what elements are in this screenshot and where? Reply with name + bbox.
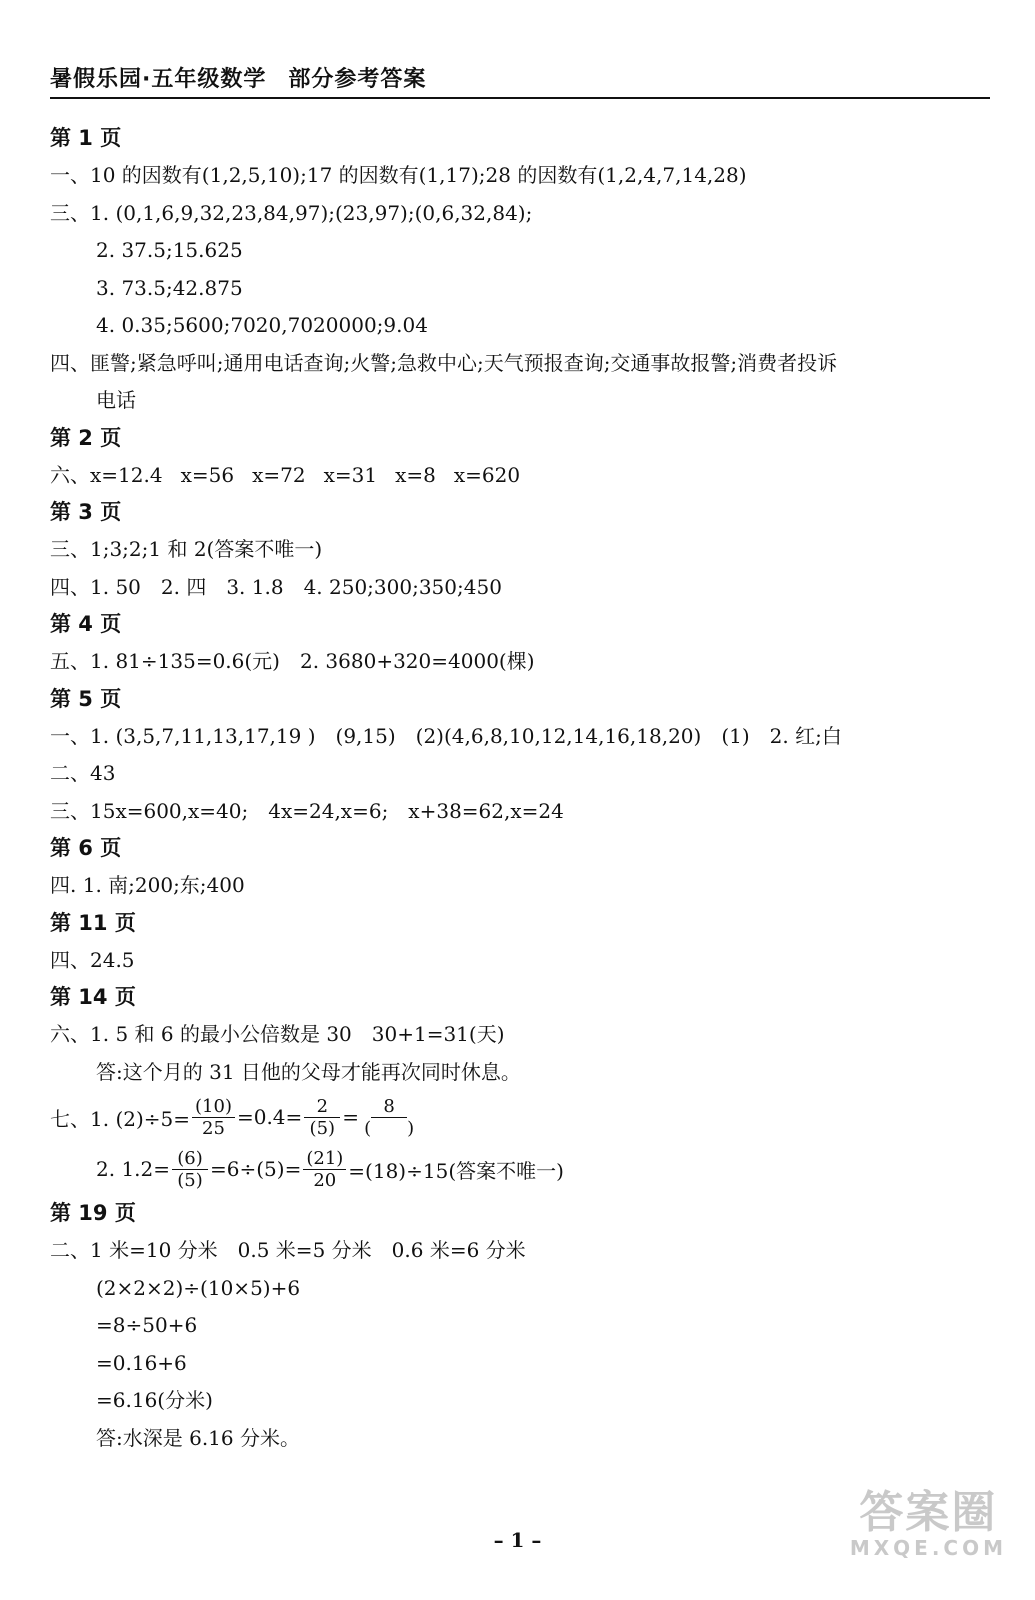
fraction-numerator: (21) <box>303 1148 346 1170</box>
watermark-logo-text: 答案圈 <box>859 1487 998 1538</box>
fraction-suffix: =(18)÷15(答案不唯一) <box>348 1158 564 1183</box>
p1-answer-line: 4. 0.35;5600;7020,7020000;9.04 <box>96 313 428 337</box>
fraction-numerator: 8 <box>371 1096 407 1118</box>
fraction <box>361 1096 417 1139</box>
p5-answer-line: 二、43 <box>50 761 116 785</box>
p2-answer: x=12.4 <box>90 462 163 487</box>
page-2-heading: 第 2 页 <box>50 425 122 450</box>
p2-answer: x=620 <box>453 462 521 487</box>
fraction <box>303 1148 346 1191</box>
fraction-prefix: 七、1. (2)÷5= <box>50 1106 191 1131</box>
section-title: 部分参考答案 <box>288 67 427 92</box>
page-1-heading: 第 1 页 <box>50 126 122 150</box>
p2-label: 六、 <box>50 462 90 487</box>
p1-answer-line: 电话 <box>96 388 136 412</box>
page-11-heading: 第 11 页 <box>50 910 136 935</box>
page-6-heading: 第 6 页 <box>50 836 122 860</box>
fraction <box>304 1096 340 1139</box>
p2-answer: x=56 <box>180 462 235 487</box>
p1-answer-line: 一、10 的因数有(1,2,5,10);17 的因数有(1,17);28 的因数有(1,2,4,7,14,28) <box>50 163 747 187</box>
p14-fraction-line-2 <box>50 1143 990 1195</box>
p19-answer-line: (2×2×2)÷(10×5)+6 <box>96 1275 301 1300</box>
p19-answer-line: =0.16+6 <box>96 1350 187 1375</box>
p1-answer-line: 三、1. (0,1,6,9,32,23,84,97);(23,97);(0,6,32,84); <box>50 200 533 225</box>
site-watermark <box>849 1487 1007 1560</box>
p3-answer-line: 四、1. 50 2. 四 3. 1.8 4. 250;300;350;450 <box>50 574 502 599</box>
p2-answer: x=31 <box>323 462 378 487</box>
answers-body <box>50 120 990 1457</box>
fraction-numerator: (10) <box>192 1096 235 1118</box>
page-header <box>50 62 990 93</box>
p14-answer-line: 六、1. 5 和 6 的最小公倍数是 30 30+1=31(天) <box>50 1022 505 1046</box>
p14-fraction-line-1 <box>50 1091 990 1143</box>
fraction-denominator: ( ) <box>364 1117 415 1139</box>
fraction-denominator: 20 <box>313 1169 337 1191</box>
equals-sign: = <box>342 1105 360 1129</box>
p3-answer-line: 三、1;3;2;1 和 2(答案不唯一) <box>50 537 323 561</box>
fraction-denominator: (5) <box>177 1169 203 1191</box>
fraction-numerator: 2 <box>304 1096 340 1118</box>
p1-answer-line: 3. 73.5;42.875 <box>96 275 243 300</box>
p19-answer-line: =6.16(分米) <box>96 1388 213 1412</box>
p11-answer-line: 四、24.5 <box>50 947 135 972</box>
fraction-denominator: 25 <box>202 1117 225 1139</box>
p1-answer-line: 2. 37.5;15.625 <box>96 238 243 262</box>
fraction-prefix: 2. 1.2= <box>96 1157 171 1181</box>
p2-answer-line <box>50 457 990 495</box>
page-5-heading: 第 5 页 <box>50 686 122 711</box>
book-title: 暑假乐园·五年级数学 <box>50 67 267 92</box>
p2-answer: x=8 <box>395 462 436 487</box>
p5-answer-line: 一、1. (3,5,7,11,13,17,19 ) (9,15) (2)(4,6,8,10,12,14,16,18,20) (1) 2. 红;白 <box>50 723 842 748</box>
watermark-url: MXQE.COM <box>849 1536 1007 1560</box>
fraction <box>192 1096 235 1139</box>
p19-answer-line: =8÷50+6 <box>96 1313 198 1337</box>
p19-answer-line: 二、1 米=10 分米 0.5 米=5 分米 0.6 米=6 分米 <box>50 1238 526 1262</box>
page-19-heading: 第 19 页 <box>50 1201 136 1225</box>
page-4-heading: 第 4 页 <box>50 612 122 636</box>
p1-answer-line: 四、匪警;紧急呼叫;通用电话查询;火警;急救中心;天气预报查询;交通事故报警;消费者投诉 <box>50 350 838 375</box>
fraction <box>172 1148 208 1191</box>
fraction-denominator: (5) <box>309 1117 336 1139</box>
page-3-heading: 第 3 页 <box>50 500 122 524</box>
p6-answer-line: 四. 1. 南;200;东;400 <box>50 873 245 897</box>
p14-answer-line: 答:这个月的 31 日他的父母才能再次同时休息。 <box>96 1059 521 1084</box>
header-divider <box>50 97 990 99</box>
fraction-middle-text: =6÷(5)= <box>210 1157 302 1181</box>
p4-answer-line: 五、1. 81÷135=0.6(元) 2. 3680+320=4000(棵) <box>50 649 535 673</box>
p2-answer: x=72 <box>252 462 306 487</box>
fraction-middle-text: =0.4= <box>236 1105 303 1129</box>
page-number: – 1 – <box>493 1528 542 1552</box>
p19-answer-line: 答:水深是 6.16 分米。 <box>96 1425 300 1450</box>
page-14-heading: 第 14 页 <box>50 985 136 1009</box>
p5-answer-line: 三、15x=600,x=40; 4x=24,x=6; x+38=62,x=24 <box>50 798 564 823</box>
fraction-numerator: (6) <box>172 1148 208 1170</box>
